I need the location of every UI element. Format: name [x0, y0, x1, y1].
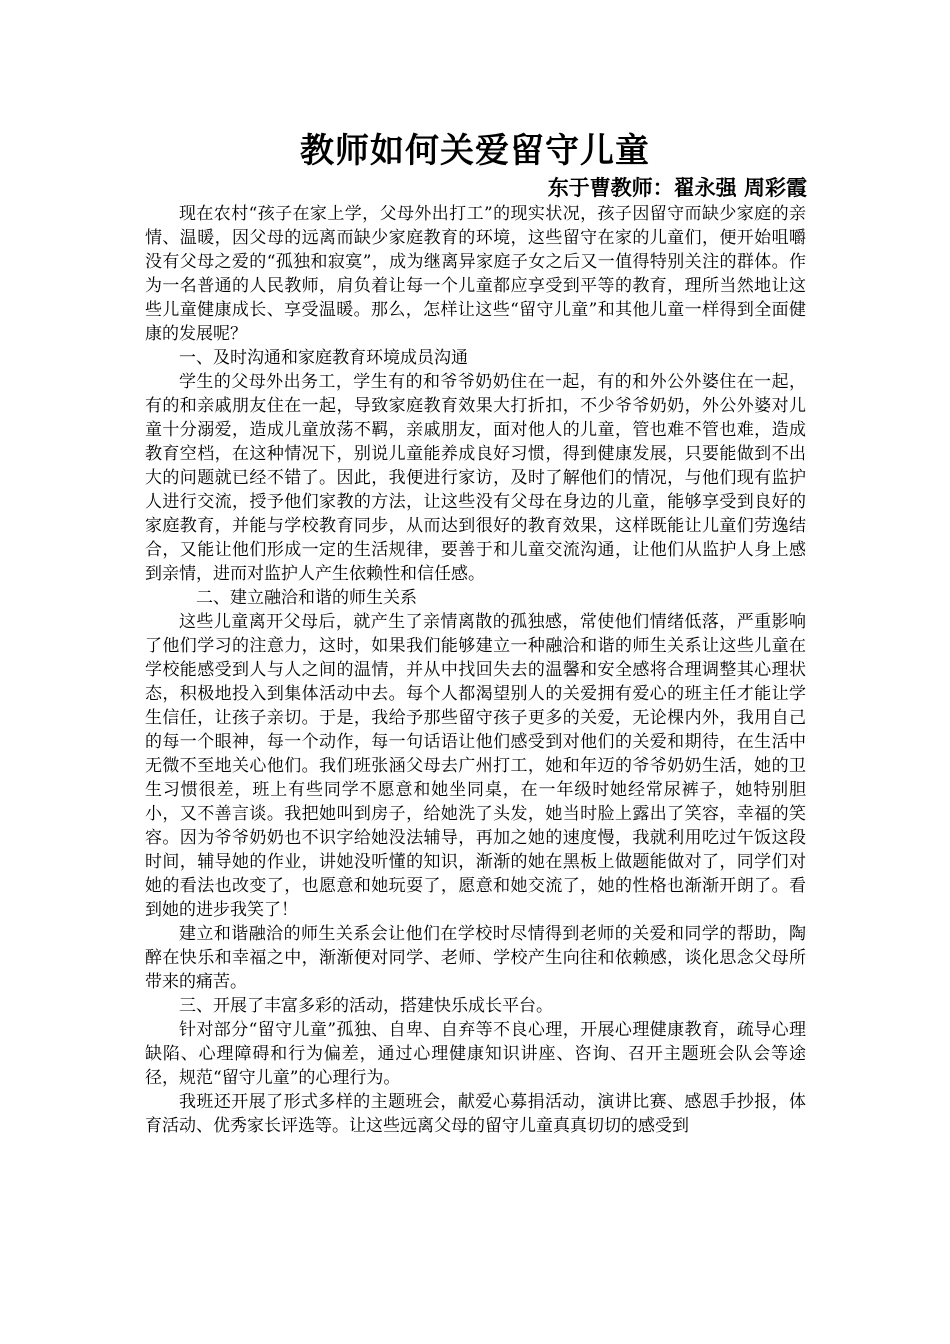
author-line: 东于曹教师：翟永强 周彩霞	[547, 176, 807, 200]
paragraph: 这些儿童离开父母后，就产生了亲情离散的孤独感，常使他们情绪低落，严重影响了他们学习的注意力，这时，如果我们能够建立一种融洽和谐的师生关系让这些儿童在学校能感受到人与人之间的温情，并从中找回失去的温馨和安全感将合理调整其心理状态，积极地投入到集体活动中去。每个人都渴望别人的关爱拥有爱心的班主任才能让学生信任，让孩子亲切。于是，我给予那些留守孩子更多的关爱，无论棵内外，我用自己的每一个眼神，每一个动作，每一句话语让他们感受到对他们的关爱和期待，在生活中无微不至地关心他们。我们班张涵父母去广州打工，她和年迈的爷爷奶奶生活，她的卫生习惯很差，班上有些同学不愿意和她坐同桌，在一年级时她经常尿裤子，她特别胆小，又不善言谈。我把她叫到房子，给她洗了头发，她当时脸上露出了笑容，幸福的笑容。因为爷爷奶奶也不识字给她没法辅导，再加之她的速度慢，我就利用吃过午饭这段时间，辅导她的作业，讲她没听懂的知识，渐渐的她在黑板上做题能做对了，同学们对她的看法也改变了，也愿意和她玩耍了，愿意和她交流了，她的性格也渐渐开朗了。看到她的进步我笑了！	[145, 612, 806, 920]
paragraph: 现在农村“孩子在家上学，父母外出打工”的现实状况，孩子因留守而缺少家庭的亲情、温暖，因父母的远离而缺少家庭教育的环境，这些留守在家的儿童们，便开始咀嚼没有父母之爱的“孤独和寂寞”，成为继离异家庭子女之后又一值得特别关注的群体。作为一名普通的人民教师，肩负着让每一个儿童都应享受到平等的教育，理所当然地让这些儿童健康成长、享受温暖。那么，怎样让这些“留守儿童”和其他儿童一样得到全面健康的发展呢？	[145, 204, 806, 344]
document-title: 教师如何关爱留守儿童	[300, 131, 650, 171]
document-body	[145, 202, 806, 1138]
section-heading: 三、开展了丰富多彩的活动，搭建快乐成长平台。	[179, 996, 553, 1016]
section-heading: 一、及时沟通和家庭教育环境成员沟通	[179, 348, 468, 368]
section-heading: 二、建立融洽和谐的师生关系	[196, 588, 417, 608]
paragraph: 针对部分“留守儿童”孤独、自卑、自弃等不良心理，开展心理健康教育，疏导心理缺陷、心理障碍和行为偏差，通过心理健康知识讲座、咨询、召开主题班会队会等途径，规范“留守儿童”的心理行为。	[145, 1020, 806, 1088]
paragraph: 建立和谐融洽的师生关系会让他们在学校时尽情得到老师的关爱和同学的帮助，陶醉在快乐和幸福之中，渐渐便对同学、老师、学校产生向往和依赖感，谈化思念父母所带来的痛苦。	[145, 924, 806, 992]
paragraph: 学生的父母外出务工，学生有的和爷爷奶奶住在一起，有的和外公外婆住在一起，有的和亲戚朋友住在一起，导致家庭教育效果大打折扣，不少爷爷奶奶，外公外婆对儿童十分溺爱，造成儿童放荡不羁，亲戚朋友，面对他人的儿童，管也难不管也难，造成教育空档，在这种情况下，别说儿童能养成良好习惯，得到健康发展，只要能做到不出大的问题就已经不错了。因此，我便进行家访，及时了解他们的情况，与他们现有监护人进行交流，授予他们家教的方法，让这些没有父母在身边的儿童，能够享受到良好的家庭教育，并能与学校教育同步，从而达到很好的教育效果，这样既能让儿童们劳逸结合，又能让他们形成一定的生活规律，要善于和儿童交流沟通，让他们从监护人身上感到亲情，进而对监护人产生依赖性和信任感。	[145, 372, 806, 584]
paragraph: 我班还开展了形式多样的主题班会，献爱心募捐活动，演讲比赛、感恩手抄报，体育活动、优秀家长评选等。让这些远离父母的留守儿童真真切切的感受到	[145, 1092, 806, 1136]
